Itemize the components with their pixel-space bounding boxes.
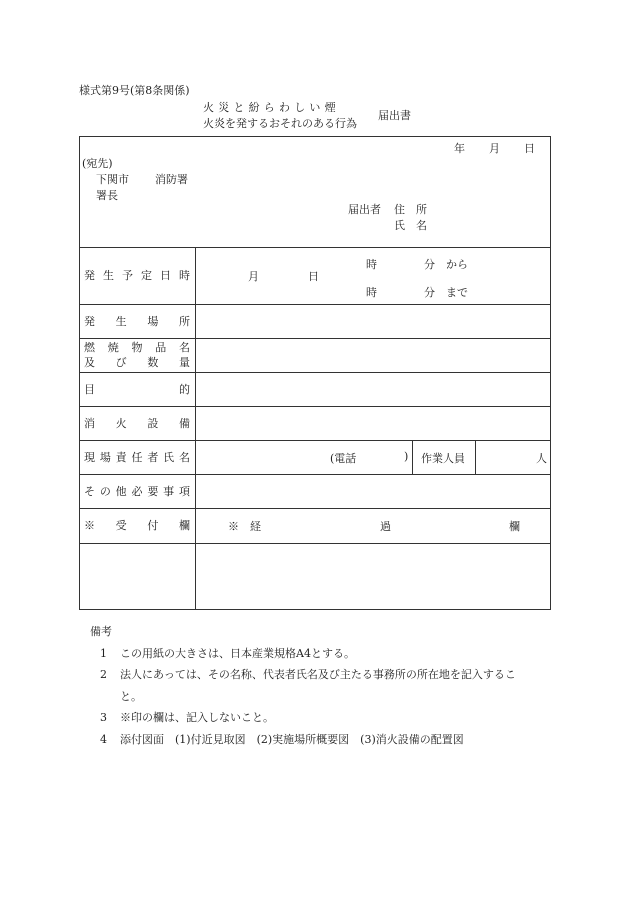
note-text: 添付図面 (1)付近見取図 (2)実施場所概要図 (3)消火設備の配置図 [120, 732, 464, 746]
phone-close: ) [404, 450, 409, 463]
schedule-hour-start: 時 [366, 258, 377, 271]
schedule-from: から [446, 258, 468, 271]
note-number: 2 [100, 668, 107, 681]
note-item-2-continued [100, 686, 516, 708]
form-table [79, 136, 551, 610]
schedule-minute-end: 分 [424, 286, 435, 299]
note-item-4 [100, 729, 516, 751]
addressee-label: (宛先) [82, 157, 113, 170]
note-item-3 [100, 707, 516, 729]
supervisor-label: 現場責任者氏名 [84, 451, 190, 464]
note-number: 3 [100, 711, 107, 724]
schedule-hour-end: 時 [366, 286, 377, 299]
progress-label-2: 過 [380, 520, 391, 533]
notes-heading: 備考 [90, 625, 112, 638]
schedule-month: 月 [248, 270, 259, 283]
rule [79, 508, 551, 509]
schedule-day: 日 [308, 270, 319, 283]
addressee-city: 下関市 [96, 173, 129, 186]
addressee-office: 消防署 [155, 173, 188, 186]
note-text: ※印の欄は、記入しないこと。 [120, 711, 274, 724]
rule [79, 247, 551, 248]
rule [79, 440, 551, 441]
rule [79, 304, 551, 305]
title-line-1: 火災と紛らわしい煙 [203, 101, 340, 114]
column-divider [475, 440, 476, 474]
rule [79, 372, 551, 373]
note-number: 1 [100, 646, 107, 660]
column-divider [412, 440, 413, 474]
rule [79, 406, 551, 407]
month-label: 月 [489, 142, 500, 155]
addressee-title: 署長 [96, 189, 118, 202]
note-item-1 [100, 643, 516, 665]
schedule-until: まで [446, 286, 468, 299]
rule [79, 543, 551, 544]
note-number: 4 [100, 732, 107, 746]
workers-label: 作業人員 [421, 452, 465, 465]
reception-label: ※受付欄 [84, 519, 190, 532]
other-label: その他必要事項 [84, 485, 190, 498]
form-number: 様式第9号(第8条関係) [79, 84, 190, 97]
name-label: 氏 名 [394, 219, 427, 232]
phone-label: (電話 [330, 452, 357, 465]
notifier-label: 届出者 [348, 203, 381, 216]
progress-label-1: ※ 経 [228, 520, 261, 533]
rule [79, 338, 551, 339]
title-line-2: 火炎を発するおそれのある行為 [203, 117, 357, 130]
progress-label-3: 欄 [509, 520, 520, 533]
equipment-label: 消火設備 [84, 417, 190, 430]
workers-unit: 人 [536, 452, 547, 465]
address-label: 住 所 [394, 203, 427, 216]
schedule-label: 発生予定日時 [84, 269, 190, 282]
column-divider [195, 247, 196, 610]
location-label: 発生場所 [84, 315, 190, 328]
note-text: この用紙の大きさは、日本産業規格A4とする。 [120, 646, 355, 660]
rule [79, 474, 551, 475]
notes-section [90, 621, 516, 750]
title-suffix: 届出書 [378, 109, 411, 122]
day-label: 日 [524, 142, 535, 155]
purpose-label: 目的 [84, 383, 190, 396]
material-label-1: 燃焼物品名 [84, 341, 190, 354]
note-item-2 [100, 664, 516, 686]
note-text: と。 [120, 689, 142, 703]
note-text: 法人にあっては、その名称、代表者氏名及び主たる事務所の所在地を記入するこ [120, 668, 516, 681]
material-label-2: 及び数量 [84, 356, 190, 369]
year-label: 年 [454, 142, 465, 155]
schedule-minute-start: 分 [424, 258, 435, 271]
